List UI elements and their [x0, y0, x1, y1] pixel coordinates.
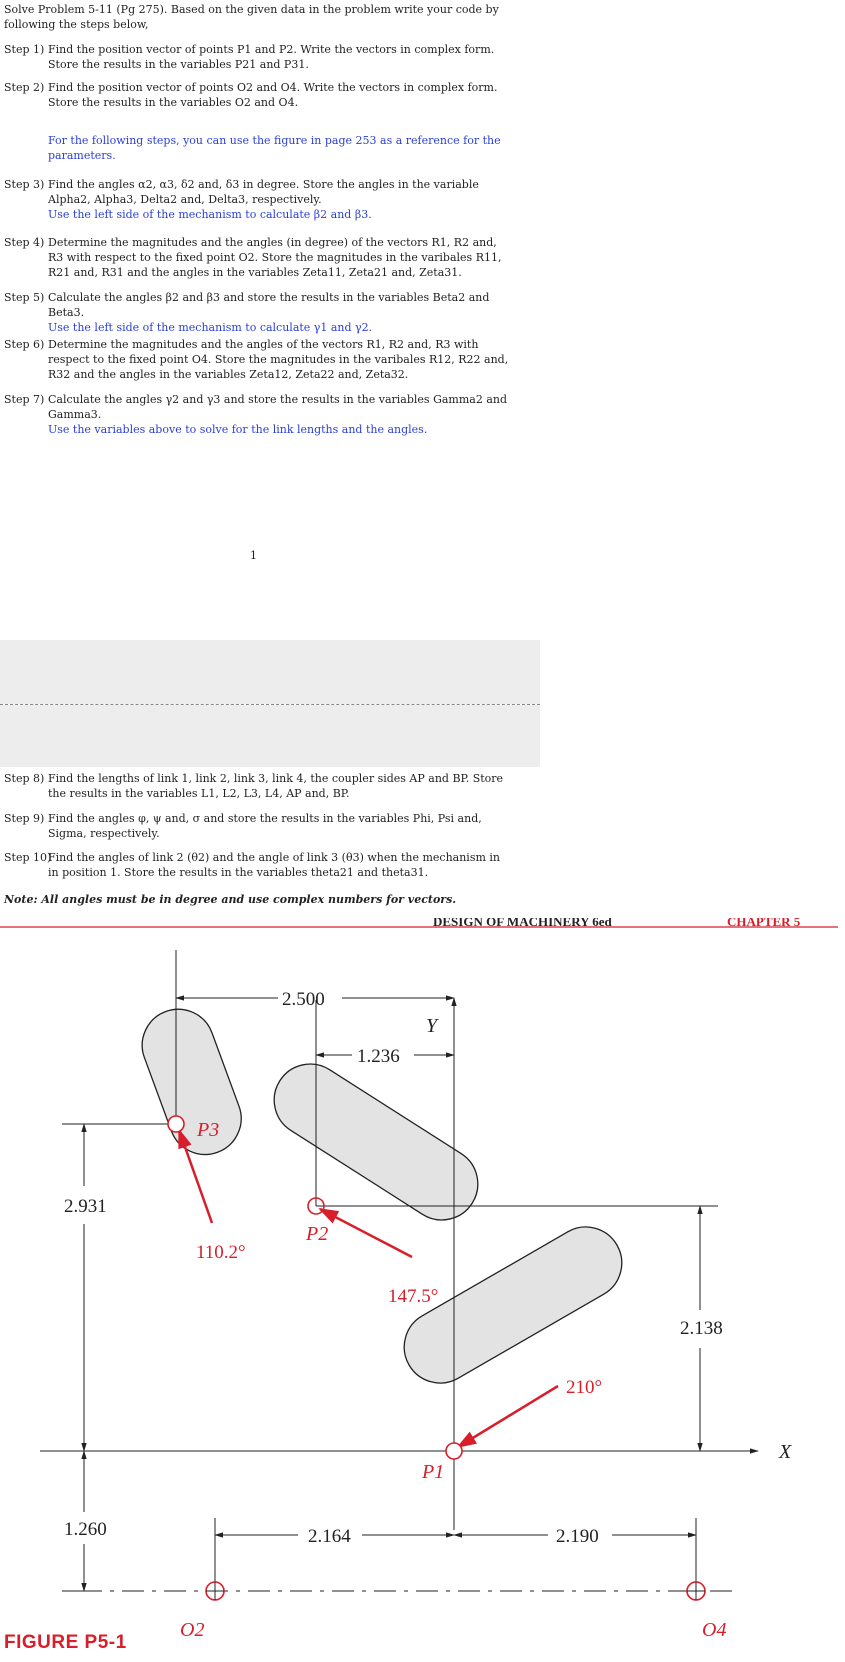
angle-p3: 110.2° — [196, 1242, 246, 1263]
step-9 — [4, 811, 514, 841]
label-o2: O2 — [180, 1619, 205, 1641]
step-text: Calculate the angles γ2 and γ3 and store the results in the variables Gamma2 and Gamma3. — [48, 393, 508, 421]
y-axis-label: Y — [426, 1015, 438, 1037]
step-hint: Use the variables above to solve for the link lengths and the angles. — [48, 423, 428, 436]
vector-p2 — [320, 1209, 412, 1257]
step-6 — [4, 337, 514, 382]
link-blob-p3 — [132, 999, 251, 1165]
step-text: Find the angles of link 2 (θ2) and the angle of link 3 (θ3) when the mechanism in in position 1. Store the results in the variables theta21 and theta31. — [48, 851, 500, 879]
step-text: Determine the magnitudes and the angles (in degree) of the vectors R1, R2 and, R3 with respect to the fixed point O2. Store the magnitudes in the varibales R11, R21 and, R31 and the angles in the variables Zeta11, Zeta21 and, Zeta31. — [48, 236, 502, 279]
header-left: DESIGN OF MACHINERY 6ed — [433, 918, 612, 929]
pivot-o4 — [687, 1582, 705, 1600]
reference-note — [4, 133, 514, 163]
point-p3-marker — [168, 1116, 184, 1132]
step-7 — [4, 392, 514, 437]
label-p2: P2 — [306, 1223, 329, 1245]
book-header — [0, 918, 838, 929]
step-text: Find the position vector of points P1 and P2. Write the vectors in complex form. Store the results in the variables P21 and P31. — [48, 43, 495, 71]
step-10 — [4, 850, 514, 880]
step-label: Step 4) — [4, 236, 45, 249]
dim-1236: 1.236 — [357, 1046, 400, 1067]
step-text: Determine the magnitudes and the angles of the vectors R1, R2 and, R3 with respect to the fixed point O4. Store the magnitudes in the varibales R12, R22 and, R32 and the angles in the variables Zeta12, Zeta22 and, Zeta32. — [48, 338, 509, 381]
step-label: Step 6) — [4, 338, 45, 351]
step-label: Step 10) — [4, 851, 52, 864]
label-o4: O4 — [702, 1619, 727, 1641]
dim-2164: 2.164 — [308, 1526, 351, 1547]
x-axis-label: X — [779, 1441, 792, 1463]
gray-band-bottom — [0, 705, 540, 767]
step-hint: Use the left side of the mechanism to calculate β2 and β3. — [48, 208, 372, 221]
intro-text: Solve Problem 5-11 (Pg 275). Based on the given data in the problem write your code by following the steps below, — [4, 3, 499, 31]
step-8 — [4, 771, 514, 801]
step-label: Step 2) — [4, 81, 45, 94]
figure-caption: FIGURE P5-1 — [4, 1632, 127, 1653]
point-p1-marker — [446, 1443, 462, 1459]
step-text: Find the lengths of link 1, link 2, link 3, link 4, the coupler sides AP and BP. Store the results in the variables L1, L2, L3, L4, AP and, BP. — [48, 772, 504, 800]
dim-2138: 2.138 — [680, 1318, 723, 1339]
vector-p1 — [458, 1386, 558, 1447]
step-4 — [4, 235, 514, 280]
step-hint: Use the left side of the mechanism to calculate γ1 and γ2. — [48, 321, 373, 334]
dim-2190: 2.190 — [556, 1526, 599, 1547]
step-3 — [4, 177, 514, 222]
angle-p1: 210° — [566, 1377, 603, 1398]
gray-band-top — [0, 640, 540, 704]
step-5 — [4, 290, 514, 335]
reference-text: For the following steps, you can use the figure in page 253 as a reference for the parameters. — [48, 134, 501, 162]
dim-2931: 2.931 — [64, 1196, 107, 1217]
dim-1260: 1.260 — [64, 1519, 107, 1540]
pivot-o2 — [206, 1582, 224, 1600]
step-1 — [4, 42, 514, 72]
header-right: CHAPTER 5 — [727, 918, 801, 929]
step-2 — [4, 80, 514, 110]
step-label: Step 5) — [4, 291, 45, 304]
step-text: Find the position vector of points O2 and O4. Write the vectors in complex form. Store the results in the variables O2 and O4. — [48, 81, 498, 109]
step-label: Step 7) — [4, 393, 45, 406]
step-label: Step 1) — [4, 43, 45, 56]
step-text: Find the angles α2, α3, δ2 and, δ3 in degree. Store the angles in the variable Alpha2, Alpha3, Delta2 and, Delta3, respectively. — [48, 178, 479, 206]
angle-p2: 147.5° — [388, 1286, 439, 1307]
step-label: Step 8) — [4, 772, 45, 785]
figure-p5-1 — [0, 918, 845, 1658]
step-text: Find the angles φ, ψ and, σ and store the results in the variables Phi, Psi and, Sigma, respectively. — [48, 812, 482, 840]
mechanism-figure — [0, 918, 845, 1658]
label-p1: P1 — [422, 1461, 445, 1483]
step-label: Step 9) — [4, 812, 45, 825]
dim-2500: 2.500 — [282, 989, 325, 1010]
label-p3: P3 — [197, 1119, 220, 1141]
page-number: 1 — [250, 549, 257, 562]
step-label: Step 3) — [4, 178, 45, 191]
note-text: Note: All angles must be in degree and use complex numbers for vectors. — [4, 893, 457, 906]
step-text: Calculate the angles β2 and β3 and store the results in the variables Beta2 and Beta3. — [48, 291, 490, 319]
